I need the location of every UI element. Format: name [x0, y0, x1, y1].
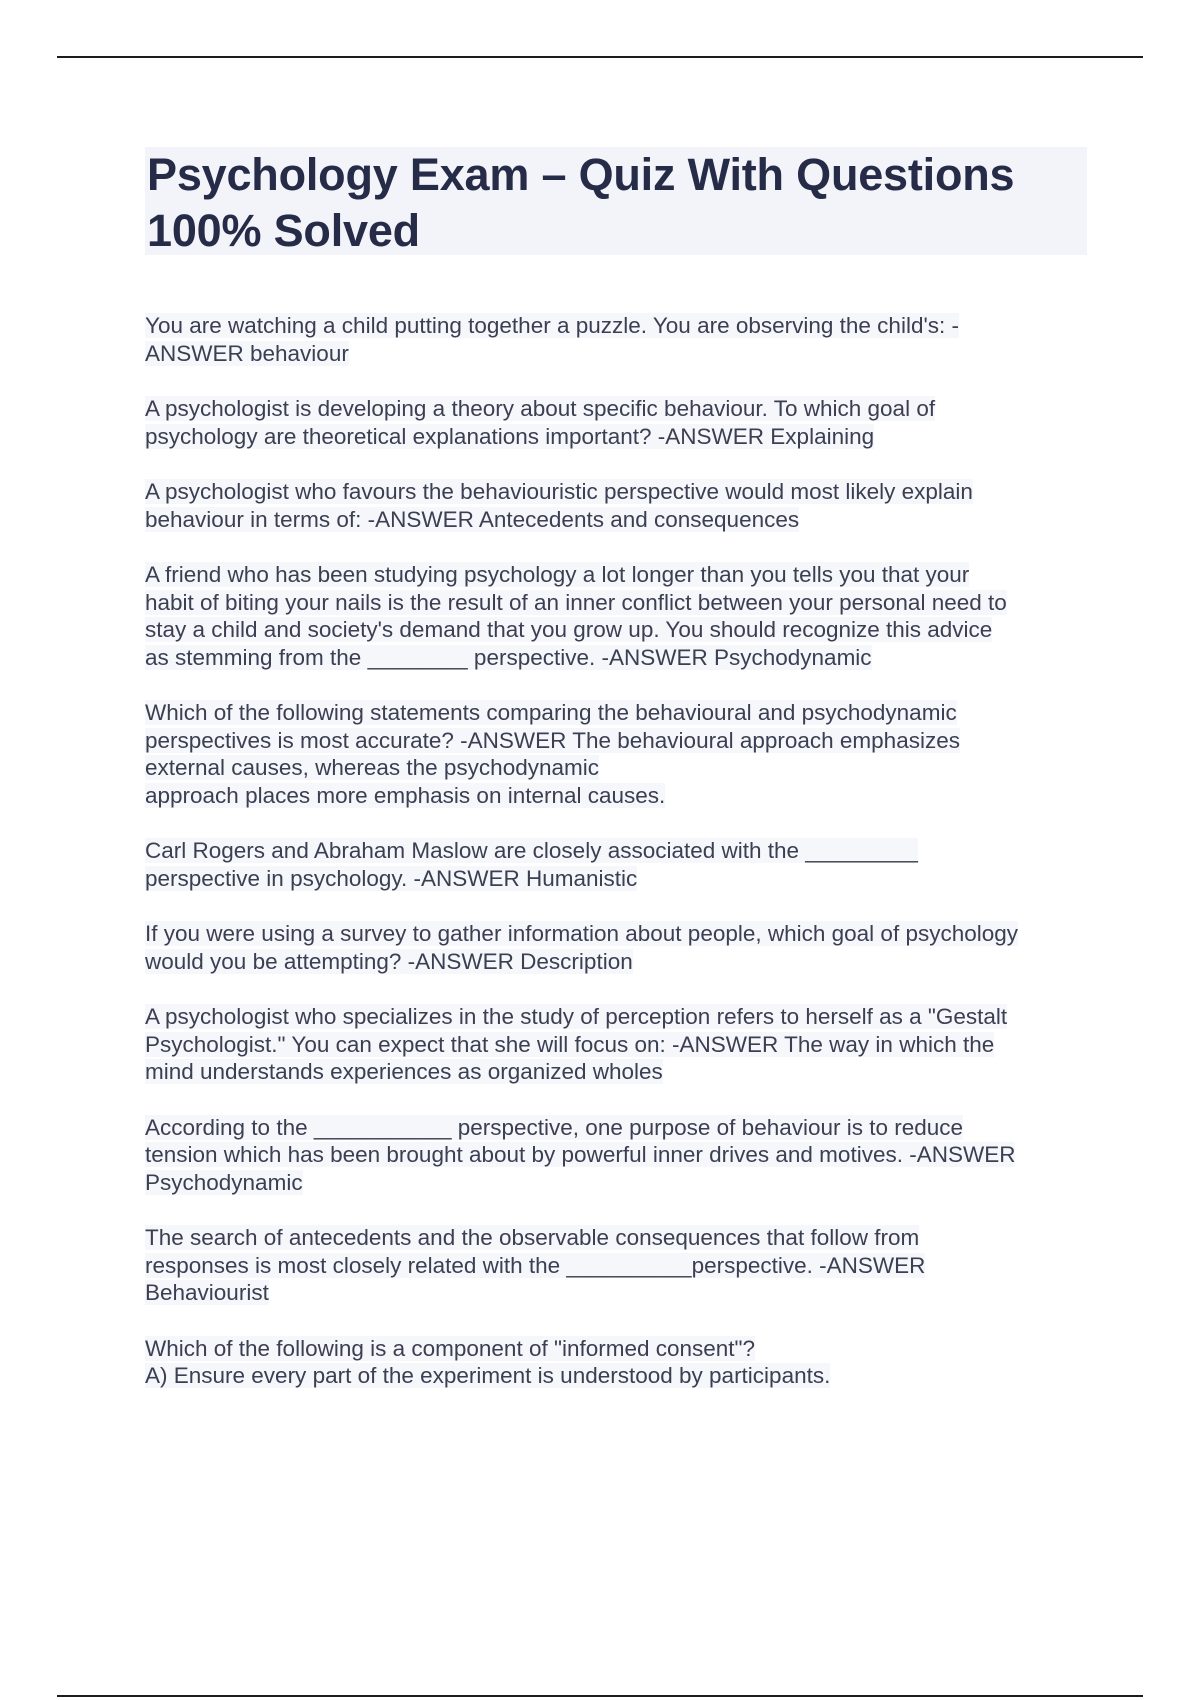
qa-text-line: behaviour in terms of: -ANSWER Antecedents and consequences	[145, 506, 800, 532]
qa-text-line: perspective in psychology. -ANSWER Humanistic	[145, 865, 638, 891]
qa-text-line: A psychologist who favours the behaviouristic perspective would most likely explain	[145, 479, 973, 504]
qa-text-line: The search of antecedents and the observable consequences that follow from	[145, 1225, 920, 1250]
qa-text-line: responses is most closely related with the __________perspective. -ANSWER	[145, 1252, 926, 1278]
qa-text-line: Behaviourist	[145, 1280, 269, 1305]
footer-rule	[57, 1695, 1143, 1697]
question-answer-list	[145, 312, 1095, 1418]
qa-text-line: external causes, whereas the psychodynamic	[145, 755, 599, 780]
qa-item-11	[145, 1335, 1095, 1390]
qa-text-line: Psychodynamic	[145, 1169, 303, 1195]
qa-text-line: approach places more emphasis on internal causes.	[145, 782, 666, 808]
qa-text-line: Which of the following statements comparing the behavioural and psychodynamic	[145, 700, 957, 725]
qa-item-7	[145, 920, 1095, 975]
qa-text-line: A psychologist who specializes in the study of perception refers to herself as a "Gestalt	[145, 1004, 1008, 1029]
qa-item-1	[145, 312, 1095, 367]
qa-text-line: A psychologist is developing a theory about specific behaviour. To which goal of	[145, 396, 936, 421]
qa-text-line: would you be attempting? -ANSWER Description	[145, 948, 633, 974]
qa-item-10	[145, 1224, 1095, 1307]
document-title	[145, 147, 1087, 255]
qa-item-4	[145, 561, 1095, 671]
qa-text-line: A friend who has been studying psychology a lot longer than you tells you that your	[145, 562, 970, 587]
qa-text-line: psychology are theoretical explanations important? -ANSWER Explaining	[145, 423, 875, 449]
qa-text-line: If you were using a survey to gather information about people, which goal of psychology	[145, 921, 1019, 946]
qa-item-2	[145, 395, 1095, 450]
qa-text-line: tension which has been brought about by powerful inner drives and motives. -ANSWER	[145, 1142, 1016, 1167]
qa-text-line: Carl Rogers and Abraham Maslow are closely associated with the _________	[145, 838, 918, 863]
qa-text-line: mind understands experiences as organized wholes	[145, 1059, 663, 1084]
qa-item-5	[145, 699, 1095, 809]
header-rule	[57, 56, 1143, 58]
qa-text-line: ANSWER behaviour	[145, 340, 349, 366]
qa-text-line: as stemming from the ________ perspective. -ANSWER Psychodynamic	[145, 644, 872, 670]
title-line-2: 100% Solved	[147, 205, 420, 256]
qa-text-line: stay a child and society's demand that you grow up. You should recognize this advice	[145, 617, 993, 642]
qa-text-line: According to the ___________ perspective, one purpose of behaviour is to reduce	[145, 1114, 964, 1140]
qa-item-6	[145, 837, 1095, 892]
qa-text-line: A) Ensure every part of the experiment is understood by participants.	[145, 1363, 831, 1388]
qa-text-line: perspectives is most accurate? -ANSWER The behavioural approach emphasizes	[145, 727, 960, 753]
qa-text-line: You are watching a child putting together a puzzle. You are observing the child's: -	[145, 313, 959, 338]
qa-text-line: Psychologist." You can expect that she will focus on: -ANSWER The way in which the	[145, 1031, 995, 1057]
qa-text-line: habit of biting your nails is the result of an inner conflict between your personal need to	[145, 589, 1007, 615]
qa-item-8	[145, 1003, 1095, 1086]
qa-item-9	[145, 1114, 1095, 1197]
qa-item-3	[145, 478, 1095, 533]
title-line-1: Psychology Exam – Quiz With Questions	[147, 149, 1015, 200]
qa-text-line: Which of the following is a component of "informed consent"?	[145, 1335, 756, 1361]
